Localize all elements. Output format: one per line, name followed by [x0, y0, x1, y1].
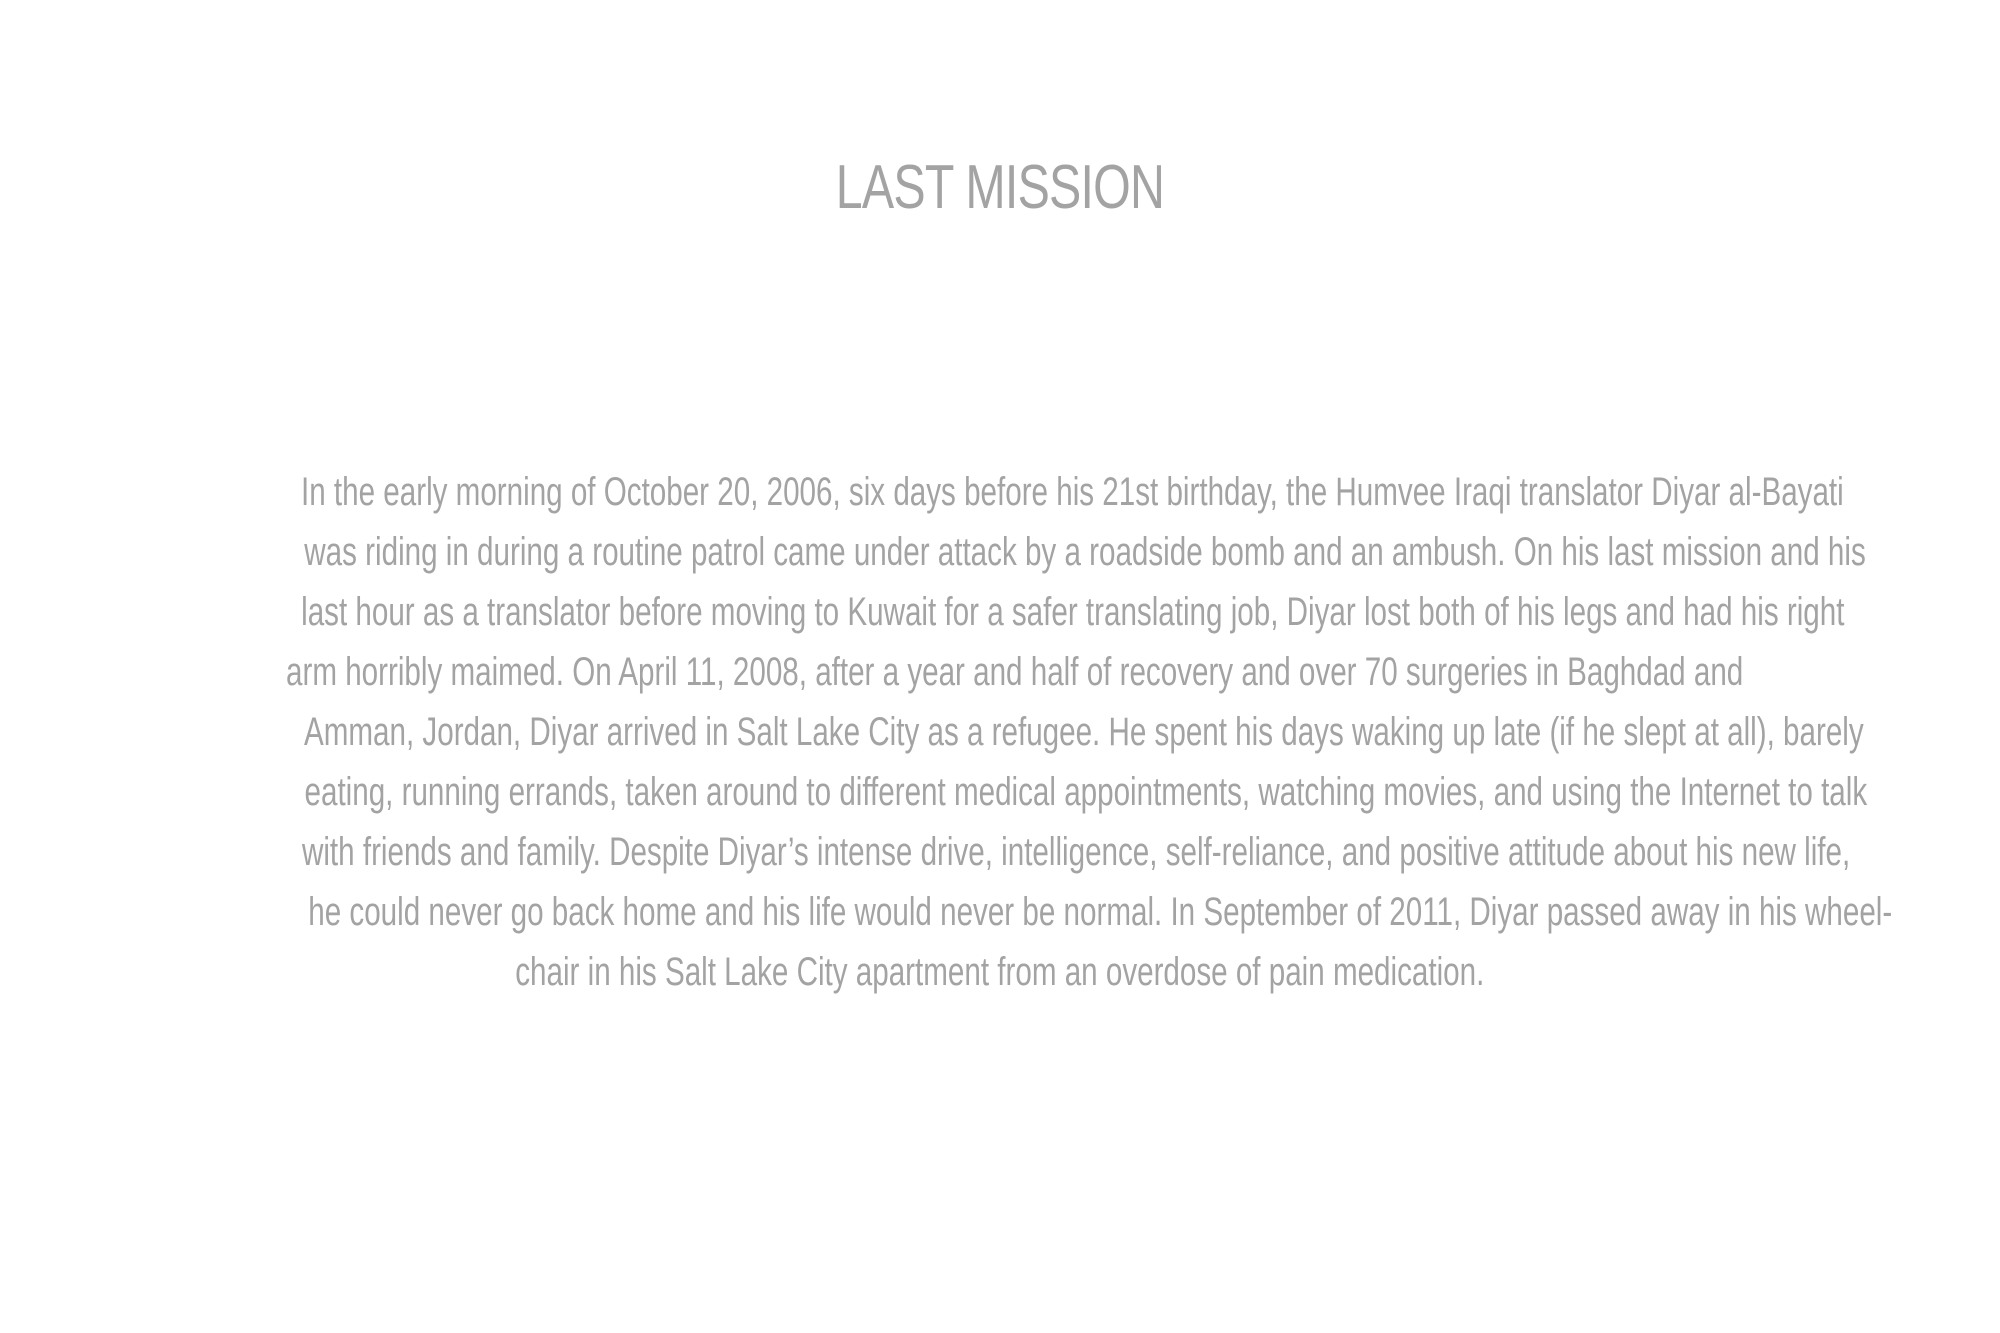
paragraph-line: [30, 882, 1970, 942]
paragraph-line: [30, 642, 1970, 702]
page-title: LAST MISSION: [835, 153, 1165, 222]
paragraph-line-text: he could never go back home and his life would never be normal. In September of 2011, Diyar passed away in his wheel-: [308, 890, 1893, 934]
paragraph-line: [30, 702, 1970, 762]
paragraph-line: [30, 762, 1970, 822]
paragraph-line-text: In the early morning of October 20, 2006, six days before his 21st birthday, the Humvee Iraqi translator Diyar al-Bayati: [301, 470, 1844, 514]
body-paragraph: [30, 462, 1970, 1002]
paragraph-line-text: last hour as a translator before moving to Kuwait for a safer translating job, Diyar lost both of his legs and had his right: [301, 590, 1845, 634]
paragraph-line: [30, 462, 1970, 522]
paragraph-line: [30, 522, 1970, 582]
paragraph-line: [30, 582, 1970, 642]
paragraph-line-text: eating, running errands, taken around to different medical appointments, watching movies, and using the Internet to talk: [304, 770, 1868, 814]
paragraph-line-text: arm horribly maimed. On April 11, 2008, after a year and half of recovery and over 70 surgeries in Baghdad and: [286, 650, 1744, 694]
paragraph-line-text: with friends and family. Despite Diyar’s intense drive, intelligence, self-reliance, and positive attitude about his new life,: [301, 830, 1851, 874]
paragraph-line-text: Amman, Jordan, Diyar arrived in Salt Lake City as a refugee. He spent his days waking up late (if he slept at all), barely: [303, 710, 1864, 754]
paragraph-line: [30, 942, 1970, 1002]
paragraph-line-text: was riding in during a routine patrol came under attack by a roadside bomb and an ambush. On his last mission and his: [304, 530, 1866, 574]
paragraph-line-text: chair in his Salt Lake City apartment from an overdose of pain medication.: [515, 950, 1485, 994]
paragraph-line: [30, 822, 1970, 882]
